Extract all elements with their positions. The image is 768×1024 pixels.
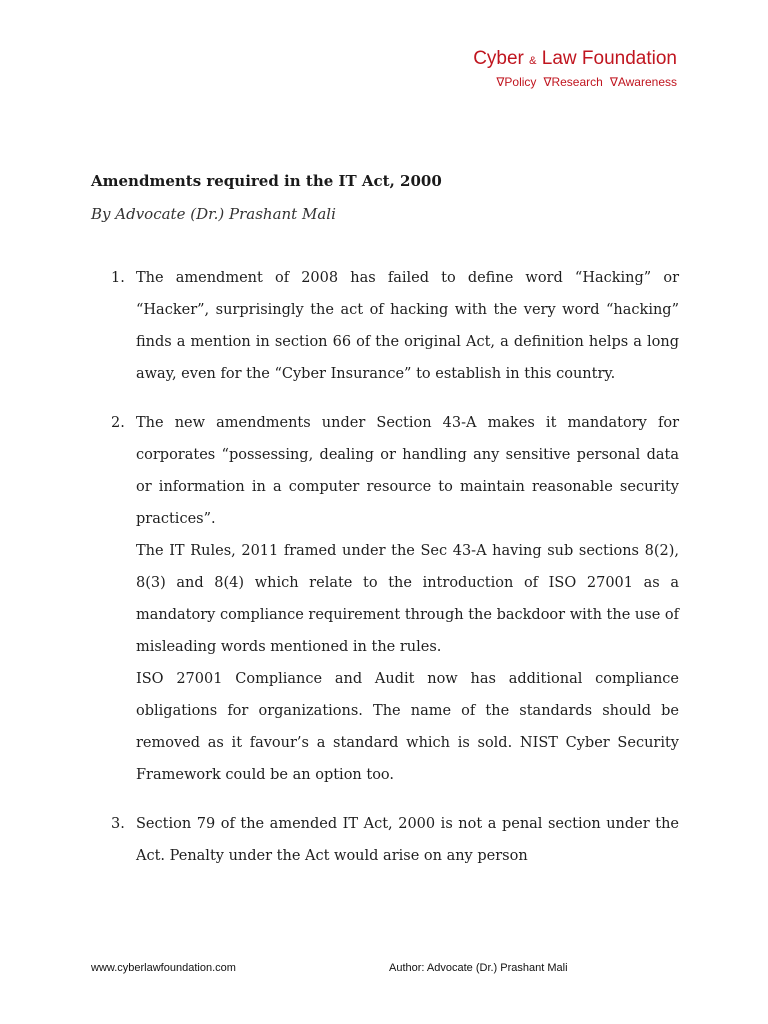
brand-ampersand: & [529,55,537,67]
amendments-list [111,262,679,889]
list-item-2 [111,407,679,791]
brand-tag-awareness: ∇Awareness [609,75,677,89]
item-number: 3. [111,816,125,832]
brand-name-part2: Law Foundation [541,48,677,69]
list-item-1 [111,262,679,390]
item-number: 1. [111,270,125,286]
item-paragraph: The IT Rules, 2011 framed under the Sec 43-A having sub sections 8(2), 8(3) and 8(4) which relate to the introduction of ISO 27001 as a mandatory compliance requirement through the backdoor with the use of misleading words mentioned in the rules. [136,543,679,655]
footer-author: Author: Advocate (Dr.) Prashant Mali [389,962,568,974]
item-paragraph: The amendment of 2008 has failed to define word “Hacking” or “Hacker”, surprisingly the act of hacking with the very word “hacking” finds a mention in section 66 of the original Act, a definition helps a long away, even for the “Cyber Insurance” to establish in this country. [136,270,679,382]
brand-tag-policy: ∇Policy [496,75,537,89]
brand-tag-research: ∇Research [543,75,603,89]
footer-website-link[interactable]: www.cyberlawfoundation.com [91,962,236,974]
brand-name-part1: Cyber [473,48,524,69]
item-number: 2. [111,415,125,431]
document-title: Amendments required in the IT Act, 2000 [91,172,442,190]
document-byline: By Advocate (Dr.) Prashant Mali [91,205,336,223]
list-item-3 [111,808,679,872]
item-paragraph: The new amendments under Section 43-A makes it mandatory for corporates “possessing, dealing or handling any sensitive personal data or information in a computer resource to maintain reasonable security practices”. [136,415,679,527]
header-brand [473,47,677,89]
item-paragraph: Section 79 of the amended IT Act, 2000 is not a penal section under the Act. Penalty under the Act would arise on any person [136,816,679,864]
brand-name [473,47,677,73]
brand-tagline [473,75,677,89]
item-paragraph: ISO 27001 Compliance and Audit now has additional compliance obligations for organizations. The name of the standards should be removed as it favour’s a standard which is sold. NIST Cyber Security Framework could be an option too. [136,671,679,783]
